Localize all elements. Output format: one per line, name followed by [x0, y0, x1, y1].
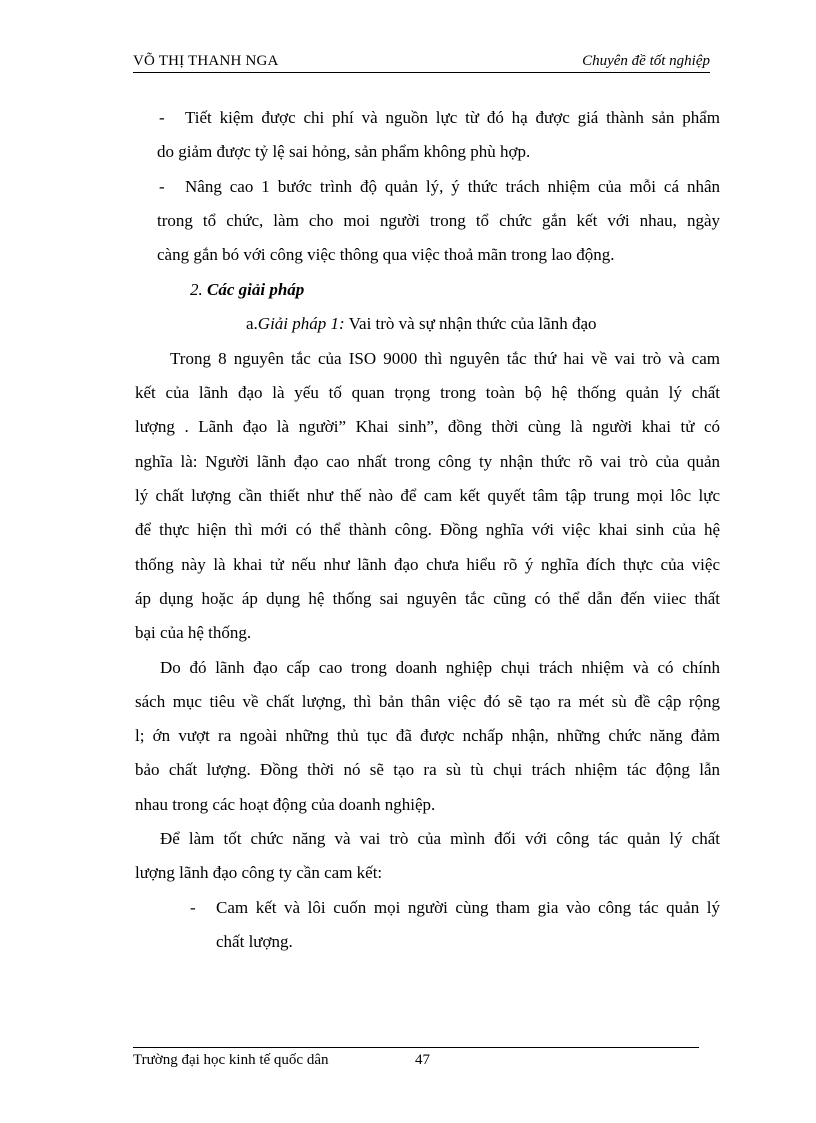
paragraph-line: kết của lãnh đạo là yếu tố quan trọng trong toàn bộ hệ thống quản lý chất — [135, 383, 720, 402]
page-number: 47 — [415, 1052, 430, 1068]
paragraph-line: Trong 8 nguyên tắc của ISO 9000 thì nguyên tắc thứ hai về vai trò và cam — [170, 349, 720, 368]
subsection-label: Giải pháp 1: — [257, 314, 345, 333]
subsection-heading — [246, 314, 596, 334]
paragraph-line: nghĩa là: Người lãnh đạo cao nhất trong công ty nhận thức rõ vai trò của quản — [135, 452, 720, 471]
paragraph-line: Do đó lãnh đạo cấp cao trong doanh nghiệp chụi trách nhiệm và có chính — [160, 658, 720, 677]
bullet-dash: - — [159, 108, 165, 127]
bullet-line: chất lượng. — [216, 932, 293, 951]
paragraph-line: lượng . Lãnh đạo là người” Khai sinh”, đồng thời cùng là người khai tử có — [135, 417, 720, 436]
paragraph-line: Để làm tốt chức năng và vai trò của mình đối với công tác quản lý chất — [160, 829, 720, 848]
section-number: 2. — [190, 280, 203, 299]
paragraph-line: l; ớn vượt ra ngoài những thủ tục đã được nchấp nhận, những chức năng đảm — [135, 726, 720, 745]
subsection-text: Vai trò và sự nhận thức của lãnh đạo — [344, 314, 597, 333]
paragraph-line: sách mục tiêu về chất lượng, thì bản thân việc đó sẽ tạo ra mét sù đề cập rộng — [135, 692, 720, 711]
bullet-line: do giảm được tỷ lệ sai hỏng, sản phẩm không phù hợp. — [157, 142, 531, 161]
subsection-prefix: a. — [246, 314, 258, 333]
paragraph-line: lượng lãnh đạo công ty cần cam kết: — [135, 863, 383, 882]
header-author: VÕ THỊ THANH NGA — [133, 53, 279, 69]
header-title: Chuyên đề tốt nghiệp — [582, 53, 710, 69]
section-title: Các giải pháp — [207, 280, 305, 299]
paragraph-line: để thực hiện thì mới có thể thành công. Đồng nghĩa với việc khai sinh của hệ — [135, 520, 720, 539]
page-header — [133, 52, 710, 73]
bullet-line: Nâng cao 1 bước trình độ quản lý, ý thức trách nhiệm của mỗi cá nhân — [185, 177, 720, 196]
paragraph-line: bảo chất lượng. Đồng thời nó sẽ tạo ra sù tù chụi trách nhiệm tác động lẫn — [135, 760, 720, 779]
bullet-dash: - — [190, 898, 196, 917]
paragraph-line: áp dụng hoặc áp dụng hệ thống sai nguyên tắc cũng có thể dẫn đến viiec thất — [135, 589, 720, 608]
page-footer — [133, 1047, 699, 1068]
section-heading — [190, 280, 304, 300]
bullet-line: trong tổ chức, làm cho moi người trong tổ chức gắn kết với nhau, ngày — [157, 211, 720, 230]
footer-school: Trường đại học kinh tế quốc dân — [133, 1052, 329, 1068]
bullet-line: càng gắn bó với công việc thông qua việc thoả mãn trong lao động. — [157, 245, 615, 264]
paragraph-line: nhau trong các hoạt động của doanh nghiệp. — [135, 795, 436, 814]
bullet-line: Cam kết và lôi cuốn mọi người cùng tham gia vào công tác quản lý — [216, 898, 720, 917]
bullet-line: Tiết kiệm được chi phí và nguồn lực từ đó hạ được giá thành sản phẩm — [185, 108, 720, 127]
paragraph-line: lý chất lượng cần thiết như thế nào để cam kết quyết tâm tập trung mọi lôc lực — [135, 486, 720, 505]
paragraph-line: thống này là khai tử nếu như lãnh đạo chưa hiểu rõ ý nghĩa đích thực của việc — [135, 555, 720, 574]
paragraph-line: bại của hệ thống. — [135, 623, 252, 642]
bullet-dash: - — [159, 177, 165, 196]
